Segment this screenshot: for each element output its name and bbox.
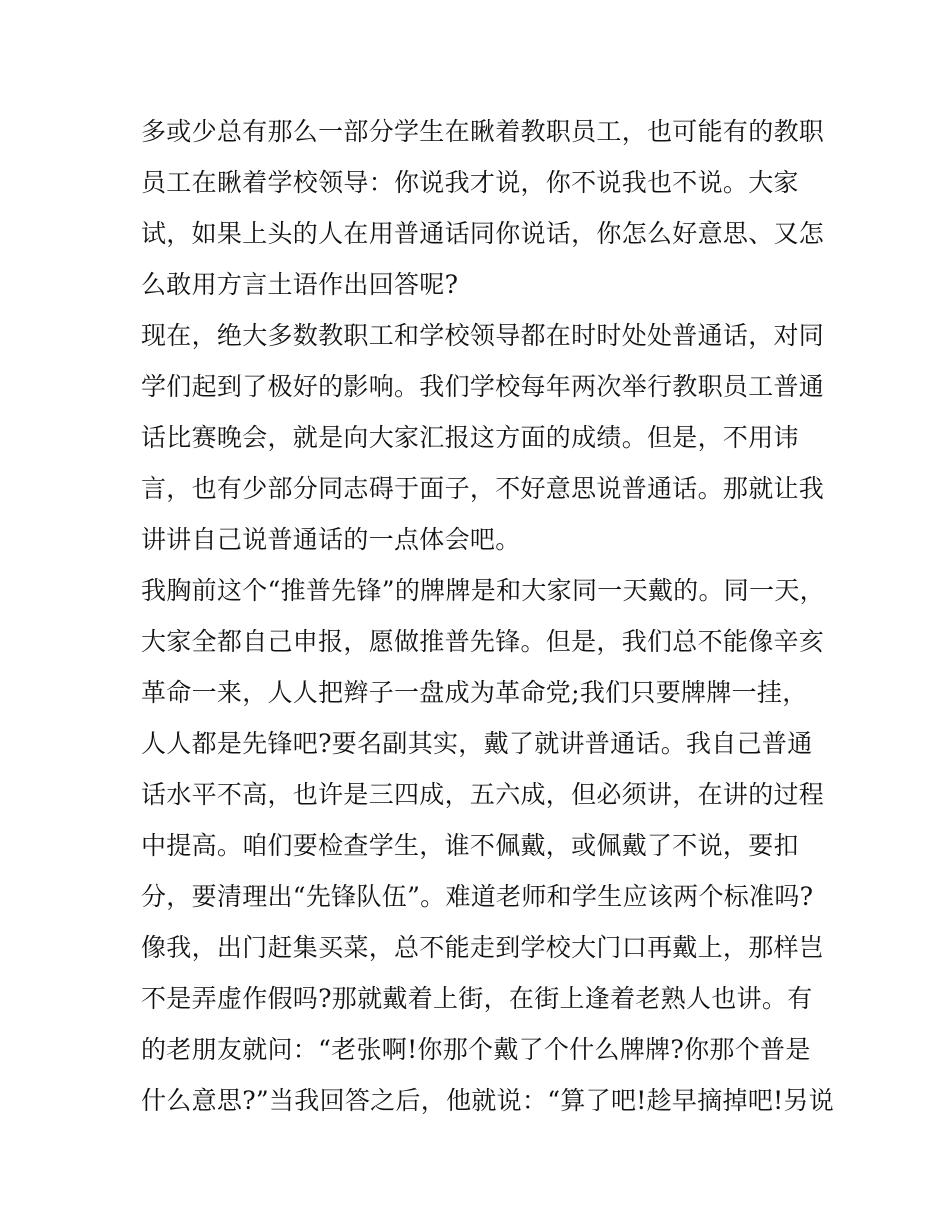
text-line: 话比赛晚会，就是向大家汇报这方面的成绩。但是，不用讳 (141, 423, 799, 452)
text-line: 人人都是先锋吧?要名副其实，戴了就讲普通话。我自己普通 (141, 729, 813, 758)
text-line: 中提高。咱们要检查学生，谁不佩戴，或佩戴了不说，要扣 (141, 831, 799, 860)
text-line: 革命一来，人人把辫子一盘成为革命党;我们只要牌牌一挂， (141, 678, 808, 707)
text-line: 讲讲自己说普通话的一点体会吧。 (141, 525, 521, 554)
text-line: 分，要清理出“先锋队伍”。难道老师和学生应该两个标准吗? (141, 882, 814, 911)
text-line: 的老朋友就问：“老张啊!你那个戴了个什么牌牌?你那个普是 (141, 1035, 811, 1064)
text-line: 不是弄虚作假吗?那就戴着上街，在街上逢着老熟人也讲。有 (141, 984, 813, 1013)
text-line: 话水平不高，也许是三四成，五六成，但必须讲，在讲的过程 (141, 780, 825, 809)
text-line: 员工在瞅着学校领导：你说我才说，你不说我也不说。大家 (141, 168, 799, 197)
text-line: 大家全都自己申报，愿做推普先锋。但是，我们总不能像辛亥 (141, 627, 825, 656)
text-line: 试，如果上头的人在用普通话同你说话，你怎么好意思、又怎 (141, 219, 825, 248)
text-line: 现在，绝大多数教职工和学校领导都在时时处处普通话，对同 (141, 321, 825, 350)
text-line: 我胸前这个“推普先锋”的牌牌是和大家同一天戴的。同一天， (141, 576, 825, 605)
text-line: 多或少总有那么一部分学生在瞅着教职员工，也可能有的教职 (141, 117, 825, 146)
text-line: 什么意思?”当我回答之后，他就说：“算了吧!趁早摘掉吧!另说 (141, 1086, 835, 1115)
text-line: 像我，出门赶集买菜，总不能走到学校大门口再戴上，那样岂 (141, 933, 825, 962)
text-line: 言，也有少部分同志碍于面子，不好意思说普通话。那就让我 (141, 474, 825, 503)
text-line: 学们起到了极好的影响。我们学校每年两次举行教职员工普通 (141, 372, 825, 401)
body-text (141, 106, 835, 1126)
text-line: 么敢用方言土语作出回答呢? (141, 270, 459, 299)
